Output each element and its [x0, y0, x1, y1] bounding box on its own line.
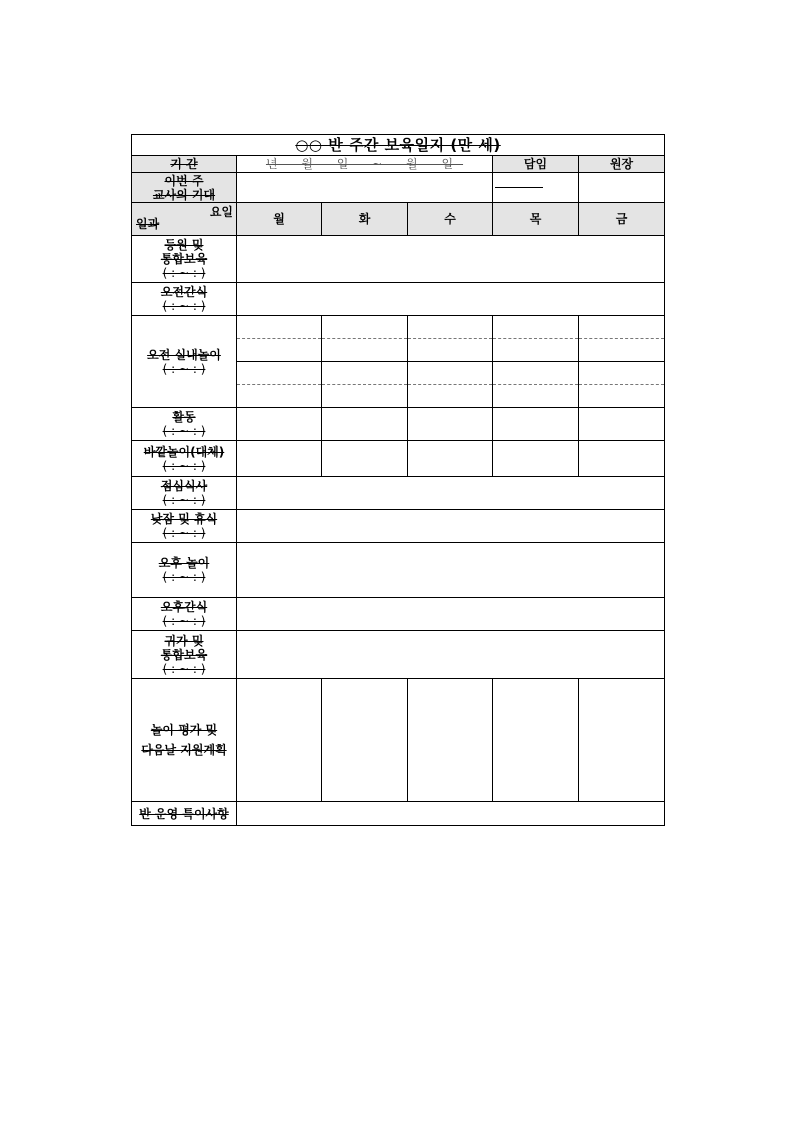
evaluation-wed[interactable] — [408, 679, 493, 802]
departure-label: 귀가 및 통합보육 ( : ~ : ) — [132, 631, 237, 679]
lunch-label: 점심식사 ( : ~ : ) — [132, 477, 237, 510]
activity-mon[interactable] — [237, 408, 322, 441]
day-thu: 목 — [493, 203, 579, 236]
director-label: 원장 — [579, 156, 665, 173]
outdoor-mon[interactable] — [237, 441, 322, 477]
log-title: ○○ 반 주간 보육일지 (만 세) — [132, 135, 665, 156]
am-indoor-fri-1[interactable] — [579, 316, 665, 339]
activity-thu[interactable] — [493, 408, 579, 441]
period-field[interactable]: 년 월 일 ~ 월 일 — [237, 156, 493, 173]
notes-field[interactable] — [237, 802, 665, 826]
am-indoor-fri-4[interactable] — [579, 385, 665, 408]
evaluation-fri[interactable] — [579, 679, 665, 802]
day-mon: 월 — [237, 203, 322, 236]
am-indoor-tue-1[interactable] — [322, 316, 408, 339]
am-indoor-label: 오전 실내놀이 ( : ~ : ) — [132, 316, 237, 408]
outdoor-wed[interactable] — [408, 441, 493, 477]
am-indoor-mon-2[interactable] — [237, 339, 322, 362]
am-indoor-thu-1[interactable] — [493, 316, 579, 339]
expectation-label: 이번 주 교사의 기대 — [132, 173, 237, 203]
expectation-field[interactable] — [237, 173, 493, 203]
outdoor-thu[interactable] — [493, 441, 579, 477]
activity-fri[interactable] — [579, 408, 665, 441]
period-label: 기 간 — [132, 156, 237, 173]
am-indoor-mon-4[interactable] — [237, 385, 322, 408]
am-indoor-mon-3[interactable] — [237, 362, 322, 385]
notes-label: 반 운영 특이사항 — [132, 802, 237, 826]
am-indoor-tue-2[interactable] — [322, 339, 408, 362]
evaluation-thu[interactable] — [493, 679, 579, 802]
am-indoor-wed-3[interactable] — [408, 362, 493, 385]
day-wed: 수 — [408, 203, 493, 236]
day-tue: 화 — [322, 203, 408, 236]
am-indoor-tue-4[interactable] — [322, 385, 408, 408]
am-indoor-wed-2[interactable] — [408, 339, 493, 362]
outdoor-fri[interactable] — [579, 441, 665, 477]
outdoor-tue[interactable] — [322, 441, 408, 477]
am-indoor-fri-3[interactable] — [579, 362, 665, 385]
am-indoor-thu-3[interactable] — [493, 362, 579, 385]
evaluation-mon[interactable] — [237, 679, 322, 802]
am-indoor-mon-1[interactable] — [237, 316, 322, 339]
teacher-sign-field[interactable] — [493, 173, 579, 203]
arrival-label: 등원 및 통합보육 ( : ~ : ) — [132, 236, 237, 283]
pm-snack-field[interactable] — [237, 598, 665, 631]
am-indoor-thu-2[interactable] — [493, 339, 579, 362]
weekly-childcare-log-table — [131, 134, 665, 826]
day-routine-corner: 요일 일과 — [132, 203, 237, 236]
lunch-field[interactable] — [237, 477, 665, 510]
pm-snack-label: 오후간식 ( : ~ : ) — [132, 598, 237, 631]
am-indoor-fri-2[interactable] — [579, 339, 665, 362]
am-indoor-tue-3[interactable] — [322, 362, 408, 385]
activity-label: 활동 ( : ~ : ) — [132, 408, 237, 441]
pm-play-field[interactable] — [237, 543, 665, 598]
nap-field[interactable] — [237, 510, 665, 543]
director-sign-field[interactable] — [579, 173, 665, 203]
day-fri: 금 — [579, 203, 665, 236]
activity-tue[interactable] — [322, 408, 408, 441]
arrival-field[interactable] — [237, 236, 665, 283]
am-snack-label: 오전간식 ( : ~ : ) — [132, 283, 237, 316]
am-snack-field[interactable] — [237, 283, 665, 316]
am-indoor-wed-1[interactable] — [408, 316, 493, 339]
outdoor-label: 바깥놀이(대체) ( : ~ : ) — [132, 441, 237, 477]
evaluation-tue[interactable] — [322, 679, 408, 802]
nap-label: 낮잠 및 휴식 ( : ~ : ) — [132, 510, 237, 543]
am-indoor-thu-4[interactable] — [493, 385, 579, 408]
activity-wed[interactable] — [408, 408, 493, 441]
pm-play-label: 오후 놀이 ( : ~ : ) — [132, 543, 237, 598]
evaluation-label: 놀이 평가 및 다음날 지원계획 — [132, 679, 237, 802]
teacher-label: 담임 — [493, 156, 579, 173]
departure-field[interactable] — [237, 631, 665, 679]
am-indoor-wed-4[interactable] — [408, 385, 493, 408]
